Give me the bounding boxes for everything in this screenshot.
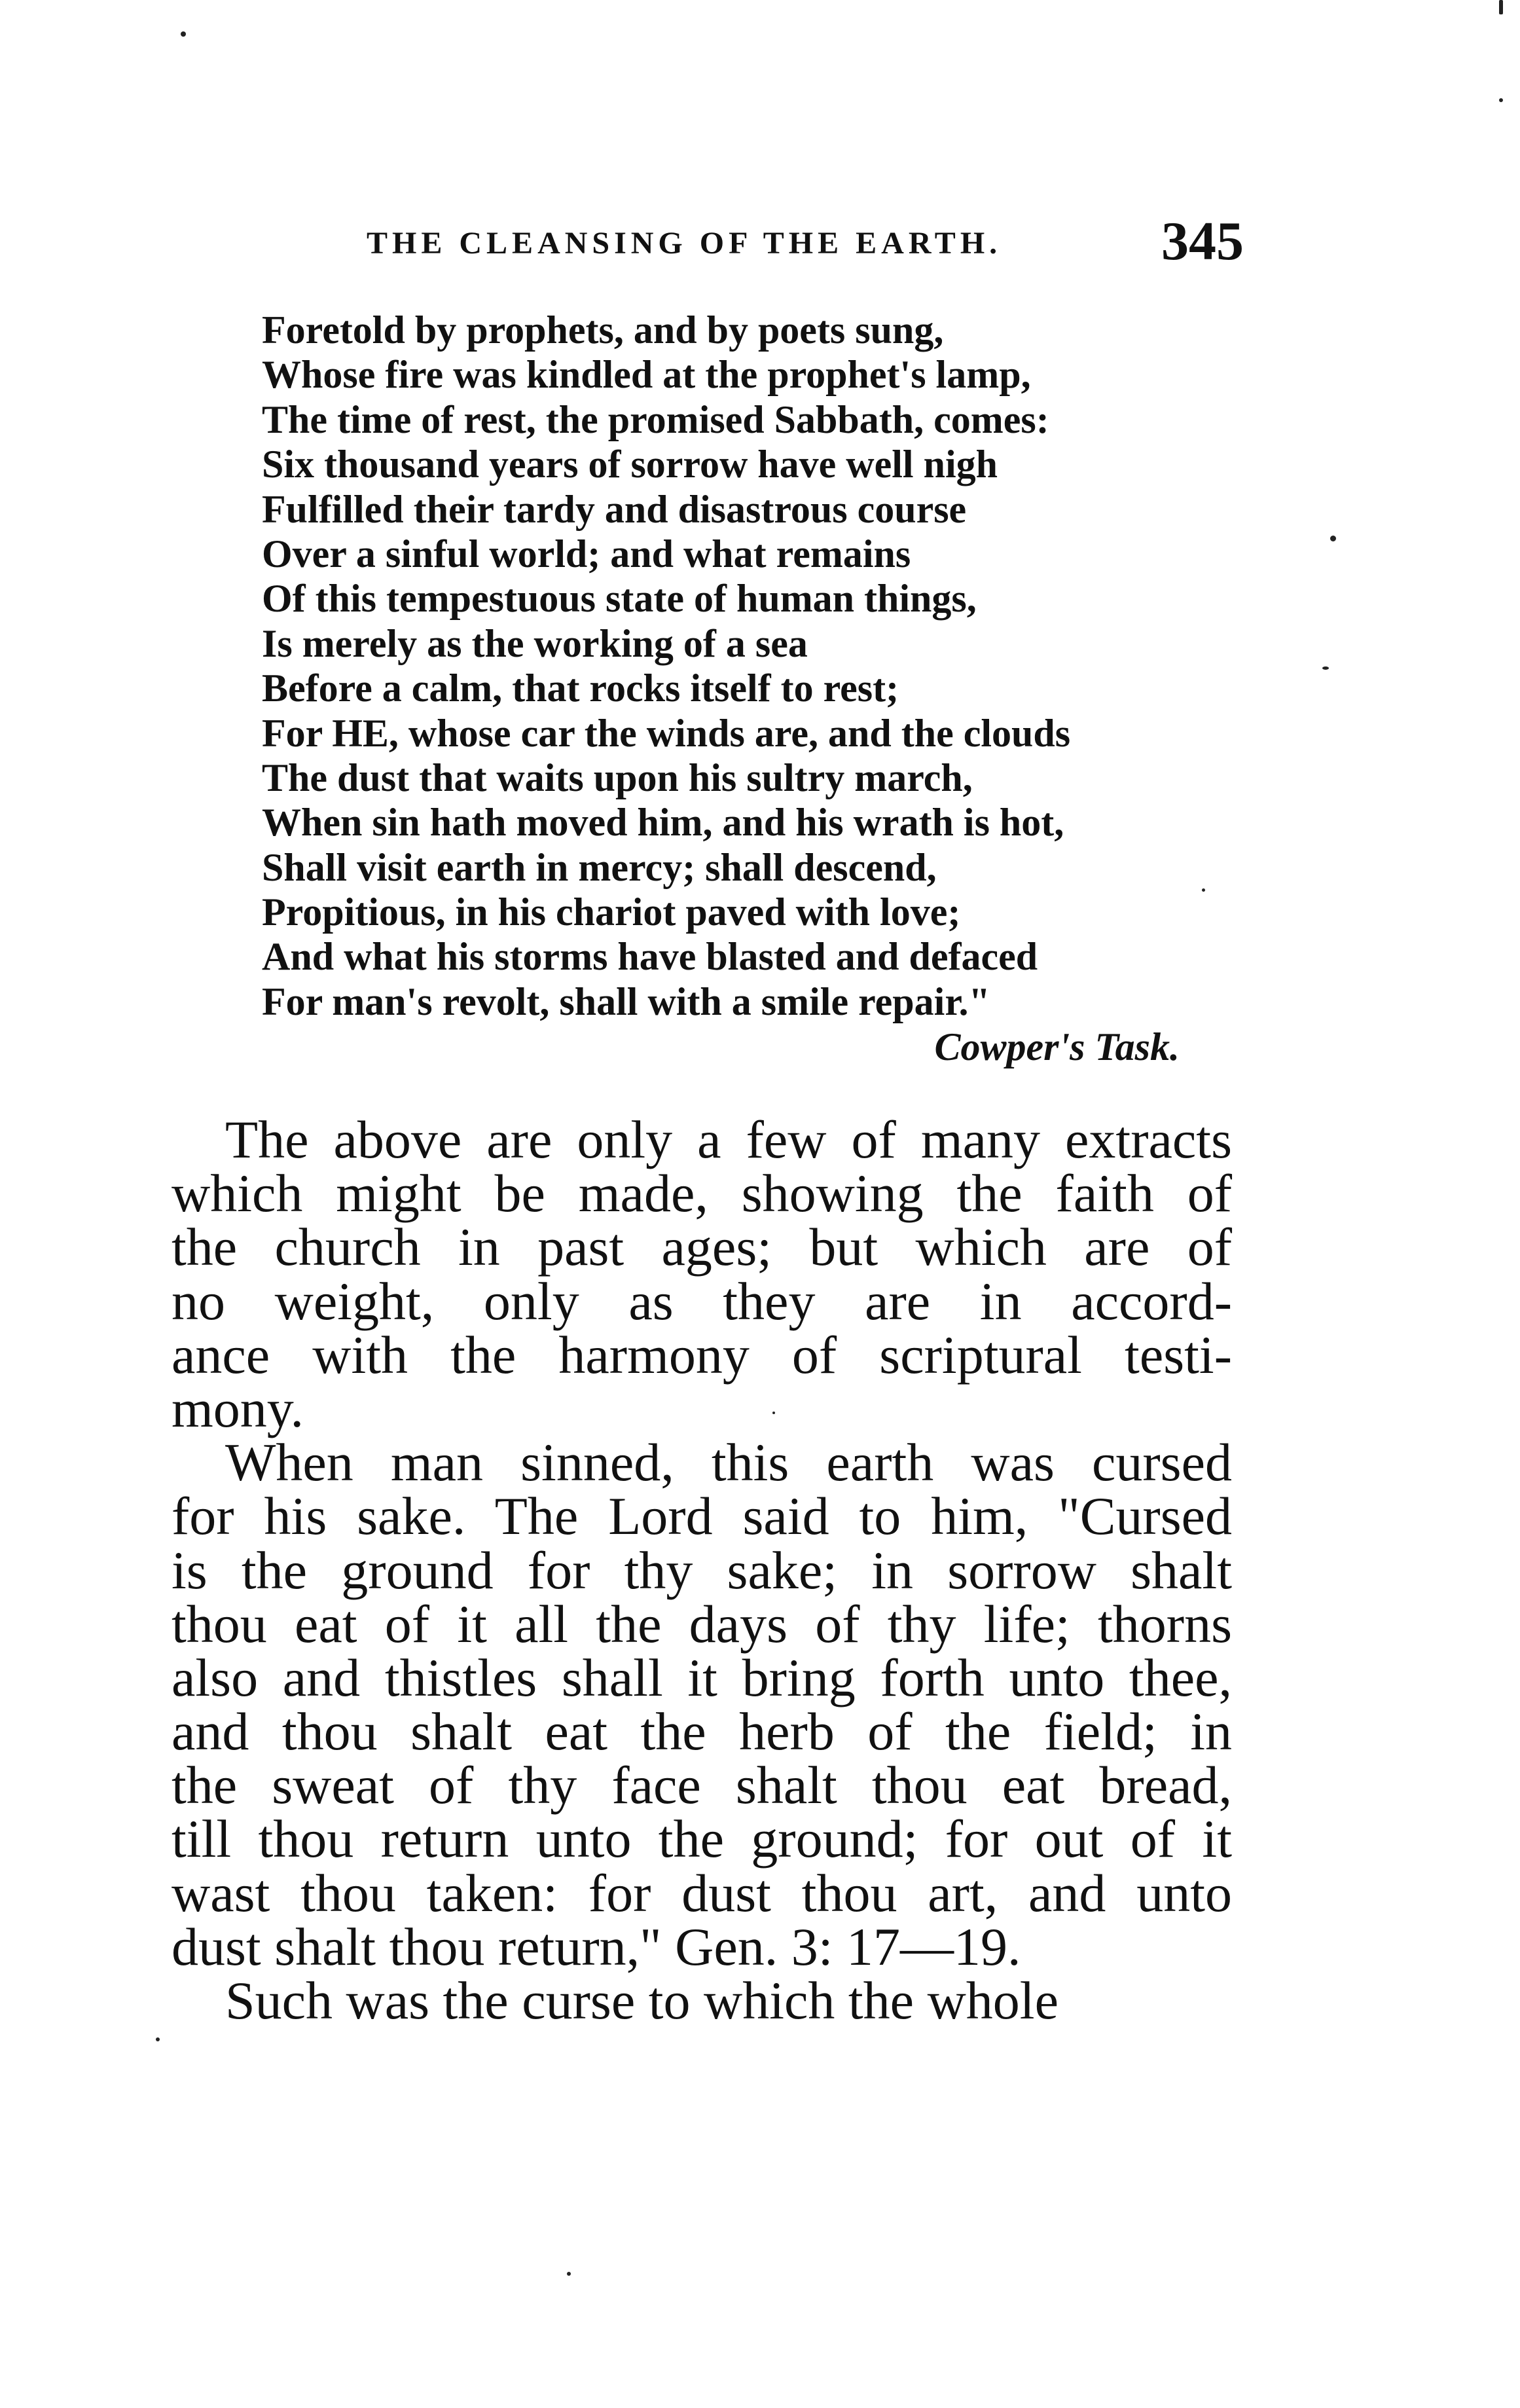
page-number: 345 — [1161, 211, 1244, 272]
scan-speck — [1322, 666, 1329, 670]
prose-line: till thou return unto the ground; for out of it — [172, 1809, 1232, 1869]
poem-line: When sin hath moved him, and his wrath is hot, — [262, 801, 1064, 845]
poem-attribution: Cowper's Task. — [934, 1025, 1180, 1069]
running-title: THE CLEANSING OF THE EARTH. — [367, 226, 1002, 261]
poem-line: For man's revolt, shall with a smile repair." — [262, 979, 990, 1023]
prose-line: Such was the curse to which the whole — [225, 1971, 1059, 2030]
poem-line: Foretold by prophets, and by poets sung, — [262, 308, 944, 352]
poem-line: Over a sinful world; and what remains — [262, 532, 911, 575]
prose-line: ance with the harmony of scriptural testi- — [172, 1324, 1232, 1385]
poem-line: Propitious, in his chariot paved with love; — [262, 890, 961, 934]
prose-line: wast thou taken: for dust thou art, and unto — [172, 1863, 1232, 1923]
poem-block — [262, 308, 1191, 1070]
scan-speck — [181, 31, 186, 37]
scan-speck — [1499, 0, 1503, 14]
scan-speck — [1330, 536, 1336, 541]
prose-line: and thou shalt eat the herb of the field; in — [172, 1702, 1232, 1762]
poem-line: The dust that waits upon his sultry march, — [262, 756, 973, 799]
poem-line: Fulfilled their tardy and disastrous course — [262, 487, 967, 531]
prose-line: also and thistles shall it bring forth unto thee, — [172, 1647, 1232, 1707]
prose-line: mony. — [172, 1378, 304, 1438]
scan-speck — [1202, 888, 1205, 892]
page-header — [367, 210, 1244, 282]
prose-line: thou eat of it all the days of thy life; thorns — [172, 1594, 1232, 1654]
prose-line: When man sinned, this earth was cursed — [225, 1432, 1232, 1493]
poem-line: Is merely as the working of a sea — [262, 621, 808, 665]
prose-line: is the ground for thy sake; in sorrow shalt — [172, 1540, 1232, 1600]
prose-line: dust shalt thou return," Gen. 3: 17—19. — [172, 1916, 1021, 1977]
scan-speck — [156, 2037, 160, 2041]
poem-line: Whose fire was kindled at the prophet's lamp, — [262, 353, 1031, 397]
poem-line: Of this tempestuous state of human things, — [262, 577, 977, 621]
scan-speck — [772, 1412, 775, 1414]
poem-line: Before a calm, that rocks itself to rest; — [262, 666, 899, 710]
prose-line: which might be made, showing the faith of — [172, 1163, 1232, 1224]
prose-block — [172, 1110, 1232, 2030]
poem-line: And what his storms have blasted and defaced — [262, 935, 1038, 979]
prose-line: The above are only a few of many extracts — [225, 1110, 1232, 1169]
prose-line: the church in past ages; but which are of — [172, 1217, 1232, 1277]
poem-line: Six thousand years of sorrow have well nigh — [262, 443, 998, 486]
poem-line: The time of rest, the promised Sabbath, comes: — [262, 397, 1049, 441]
scan-speck — [567, 2272, 571, 2276]
poem-line: Shall visit earth in mercy; shall descend, — [262, 845, 937, 889]
scan-speck — [1499, 98, 1503, 102]
prose-line: for his sake. The Lord said to him, "Cursed — [172, 1486, 1232, 1546]
prose-line: the sweat of thy face shalt thou eat bread, — [172, 1755, 1232, 1815]
poem-line: For HE, whose car the winds are, and the clouds — [262, 711, 1071, 755]
prose-line: no weight, only as they are in accord- — [172, 1271, 1232, 1331]
